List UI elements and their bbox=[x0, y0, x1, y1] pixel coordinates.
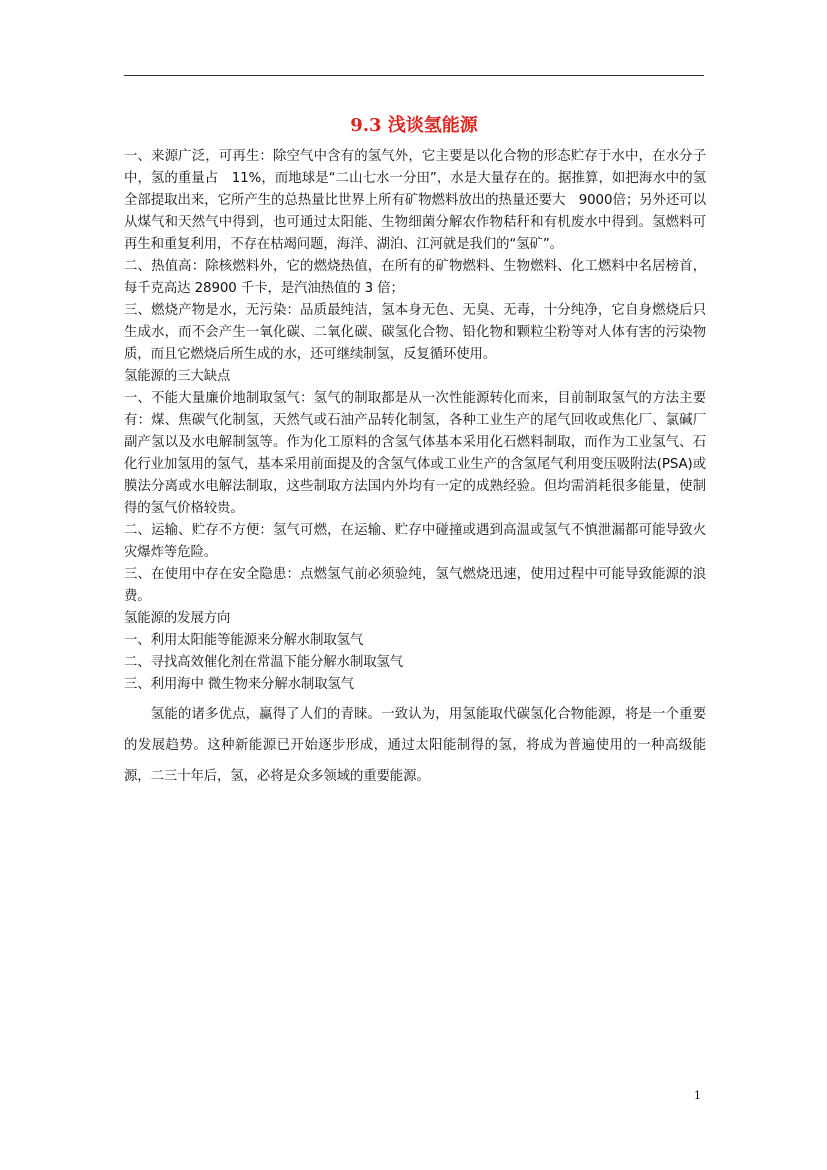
list-item-microbes: 三、利用海中 微生物来分解水制取氢气 bbox=[124, 677, 355, 692]
paragraph-source-renewable: 一、来源广泛，可再生：除空气中含有的氢气外，它主要是以化合物的形态贮存于水中，在水分子中，氢的重量占 11%，而地球是“二山七水一分田”，水是大量存在的。据推算，如把海水中的氢全部提取出来，它所产生的总热量比世界上所有矿物燃料放出的热量还要大 9000倍；另外还可以从煤气和天然气中得到，也可通过太阳能、生物细菌分解农作物秸秆和有机废水中得到。氢燃料可再生和重复利用，不存在枯竭问题，海洋、湖泊、江河就是我们的“氢矿”。 bbox=[124, 149, 706, 252]
paragraph-production-cost: 一、不能大量廉价地制取氢气：氢气的制取都是从一次性能源转化而来，目前制取氢气的方法主要有：煤、焦碳气化制氢，天然气或石油产品转化制氢，各种工业生产的尾气回收或焦化厂、氯碱厂副产氢以及水电解制氢等。作为化工原料的含氢气体基本采用化石燃料制取，而作为工业氢气、石化行业加氢用的氢气，基本采用前面提及的含氢气体或工业生产的含氢尾气利用变压吸附法(PSA)或膜法分离或水电解法制取，这些制取方法国内外均有一定的成熟经验。但均需消耗很多能量，使制得的氢气价格较贵。 bbox=[124, 391, 706, 516]
paragraph-high-calorific: 二、热值高：除核燃料外，它的燃烧热值，在所有的矿物燃料、生物燃料、化工燃料中名居榜首，每千克高达 28900 千卡，是汽油热值的 3 倍； bbox=[124, 259, 706, 296]
document-body bbox=[124, 146, 706, 792]
closing-paragraph: 氢能的诸多优点，赢得了人们的青睐。一致认为，用氢能取代碳氢化合物能源，将是一个重要的发展趋势。这种新能源已开始逐步形成，通过太阳能制得的氢，将成为普遍使用的一种高级能源，二三十年后，氢，必将是众多领域的重要能源。 bbox=[124, 707, 706, 784]
document-title: 9.3 浅谈氢能源 bbox=[350, 115, 478, 136]
paragraph-safety: 三、在使用中存在安全隐患：点燃氢气前必须验纯，氢气燃烧迅速，使用过程中可能导致能源的浪费。 bbox=[124, 567, 706, 604]
list-item-catalyst: 二、寻找高效催化剂在常温下能分解水制取氢气 bbox=[124, 655, 404, 670]
section-heading-drawbacks: 氢能源的三大缺点 bbox=[124, 369, 231, 384]
page-number: 1 bbox=[694, 1089, 701, 1102]
list-item-solar: 一、利用太阳能等能源来分解水制取氢气 bbox=[124, 633, 364, 648]
paragraph-transport-storage: 二、运输、贮存不方便：氢气可燃，在运输、贮存中碰撞或遇到高温或氢气不慎泄漏都可能导致火灾爆炸等危险。 bbox=[124, 523, 706, 560]
header-rule bbox=[124, 75, 704, 76]
paragraph-no-pollution: 三、燃烧产物是水，无污染：品质最纯洁，氢本身无色、无臭、无毒，十分纯净，它自身燃烧后只生成水，而不会产生一氧化碳、二氧化碳、碳氢化合物、铅化物和颗粒尘粉等对人体有害的污染物质，而且它燃烧后所生成的水，还可继续制氢，反复循环使用。 bbox=[124, 303, 706, 362]
section-heading-directions: 氢能源的发展方向 bbox=[124, 611, 231, 626]
